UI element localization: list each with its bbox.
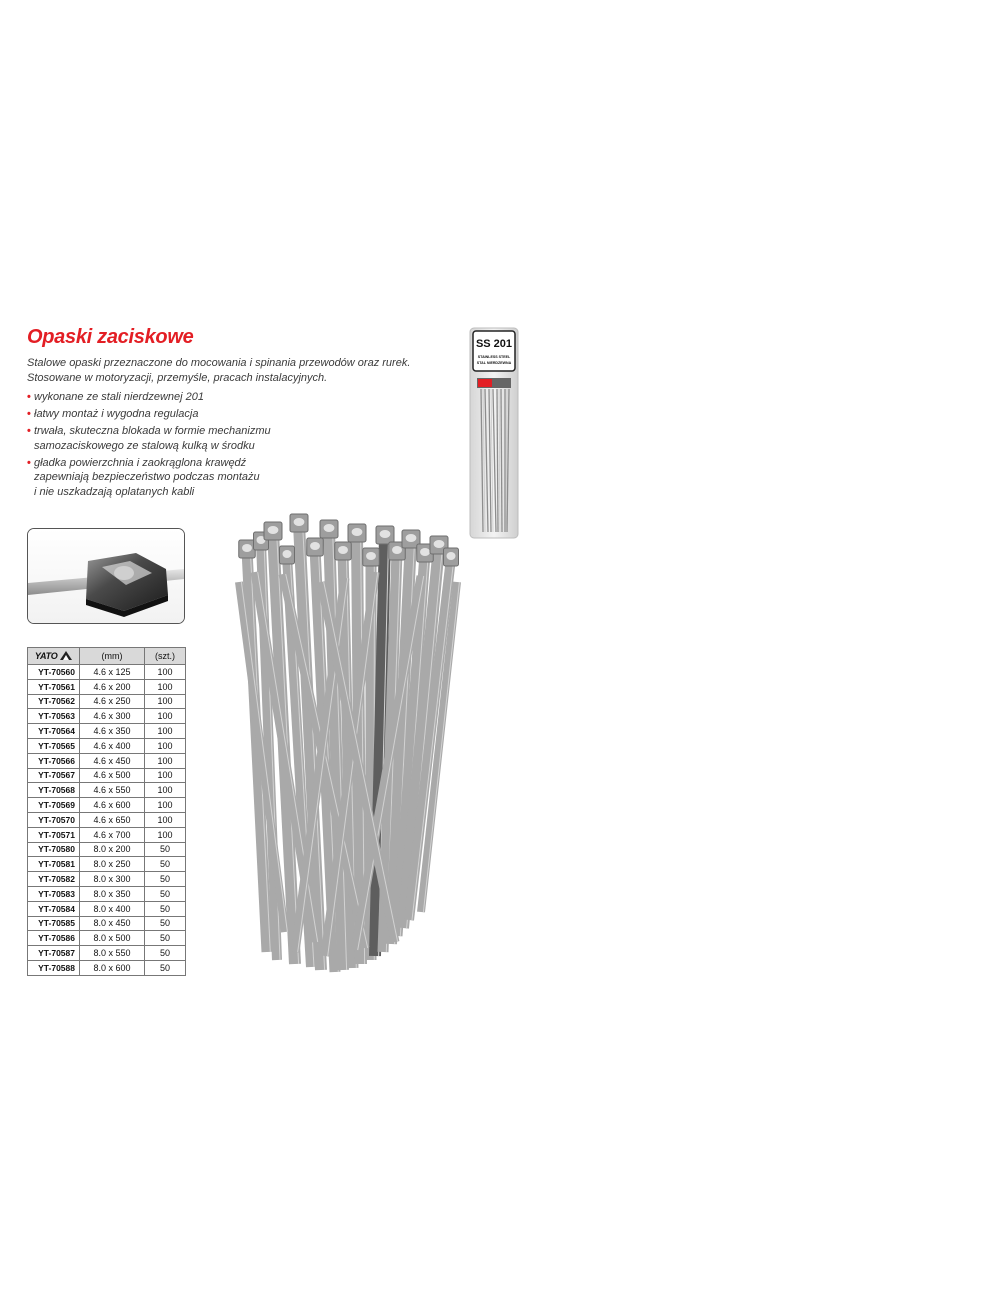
tie-lock-ball bbox=[242, 544, 252, 552]
quantity: 100 bbox=[145, 724, 186, 739]
brand-logo-icon bbox=[60, 651, 72, 660]
product-code: YT-70565 bbox=[28, 738, 80, 753]
tie-lock-ball bbox=[447, 552, 456, 560]
product-code: YT-70580 bbox=[28, 842, 80, 857]
table-row bbox=[28, 738, 186, 753]
quantity: 50 bbox=[145, 946, 186, 961]
product-code: YT-70570 bbox=[28, 812, 80, 827]
lock-detail-image bbox=[27, 528, 185, 624]
dimensions: 4.6 x 500 bbox=[80, 768, 145, 783]
quantity: 100 bbox=[145, 798, 186, 813]
cable-ties-image bbox=[225, 512, 470, 982]
quantity: 50 bbox=[145, 960, 186, 975]
table-row bbox=[28, 709, 186, 724]
table-row bbox=[28, 679, 186, 694]
dimensions: 4.6 x 700 bbox=[80, 827, 145, 842]
feature-text: gładka powierzchnia i zaokrąglona krawędź bbox=[34, 456, 247, 469]
quantity: 50 bbox=[145, 842, 186, 857]
dimensions: 4.6 x 600 bbox=[80, 798, 145, 813]
feature-text: i nie uszkadzają oplatanych kabli bbox=[34, 485, 195, 498]
quantity: 100 bbox=[145, 679, 186, 694]
table-row bbox=[28, 857, 186, 872]
badge-text: SS 201 bbox=[475, 338, 513, 350]
dimensions: 8.0 x 300 bbox=[80, 872, 145, 887]
table-row bbox=[28, 753, 186, 768]
dimensions: 4.6 x 300 bbox=[80, 709, 145, 724]
product-code: YT-70564 bbox=[28, 724, 80, 739]
quantity: 100 bbox=[145, 694, 186, 709]
bullet-icon: • bbox=[27, 408, 31, 420]
dimensions: 8.0 x 450 bbox=[80, 916, 145, 931]
table-row bbox=[28, 872, 186, 887]
product-code: YT-70587 bbox=[28, 946, 80, 961]
feature-list bbox=[27, 390, 447, 502]
dimensions: 8.0 x 200 bbox=[80, 842, 145, 857]
dimensions: 8.0 x 500 bbox=[80, 931, 145, 946]
product-code: YT-70569 bbox=[28, 798, 80, 813]
bullet-icon: • bbox=[27, 391, 31, 403]
product-code: YT-70583 bbox=[28, 886, 80, 901]
dimensions: 8.0 x 400 bbox=[80, 901, 145, 916]
product-code: YT-70562 bbox=[28, 694, 80, 709]
dimensions: 4.6 x 400 bbox=[80, 738, 145, 753]
table-row bbox=[28, 812, 186, 827]
tie-lock-ball bbox=[310, 542, 320, 550]
tie-lock-ball bbox=[352, 528, 363, 536]
tie-lock-ball bbox=[420, 548, 430, 556]
description-line: Stosowane w motoryzacji, przemyśle, pracach instalacyjnych. bbox=[27, 371, 328, 384]
dimensions: 8.0 x 550 bbox=[80, 946, 145, 961]
product-code: YT-70588 bbox=[28, 960, 80, 975]
table-row bbox=[28, 946, 186, 961]
table-row bbox=[28, 886, 186, 901]
product-code: YT-70563 bbox=[28, 709, 80, 724]
package-image bbox=[469, 327, 519, 539]
product-code: YT-70566 bbox=[28, 753, 80, 768]
table-header: (mm) bbox=[80, 648, 145, 665]
tie-lock-ball bbox=[380, 530, 391, 538]
description-line: Stalowe opaski przeznaczone do mocowania i spinania przewodów oraz rurek. bbox=[27, 357, 411, 369]
tie-lock-ball bbox=[324, 524, 335, 532]
tie-lock-ball bbox=[338, 546, 348, 554]
product-code: YT-70571 bbox=[28, 827, 80, 842]
table-row bbox=[28, 916, 186, 931]
table-row bbox=[28, 901, 186, 916]
quantity: 100 bbox=[145, 812, 186, 827]
quantity: 100 bbox=[145, 753, 186, 768]
product-code: YT-70561 bbox=[28, 679, 80, 694]
bullet-icon: • bbox=[27, 425, 31, 437]
dimensions: 4.6 x 250 bbox=[80, 694, 145, 709]
table-row bbox=[28, 783, 186, 798]
table-row bbox=[28, 960, 186, 975]
quantity: 50 bbox=[145, 886, 186, 901]
quantity: 50 bbox=[145, 872, 186, 887]
brand-text: YATO bbox=[34, 651, 58, 661]
tie-lock-ball bbox=[283, 550, 292, 558]
product-code: YT-70567 bbox=[28, 768, 80, 783]
dimensions: 8.0 x 600 bbox=[80, 960, 145, 975]
tie-lock-ball bbox=[294, 518, 305, 526]
tie-lock-ball bbox=[406, 534, 417, 542]
product-code: YT-70581 bbox=[28, 857, 80, 872]
feature-text: wykonane ze stali nierdzewnej 201 bbox=[34, 391, 204, 403]
dimensions: 4.6 x 350 bbox=[80, 724, 145, 739]
dimensions: 8.0 x 350 bbox=[80, 886, 145, 901]
feature-item bbox=[27, 390, 447, 405]
quantity: 100 bbox=[145, 738, 186, 753]
product-code: YT-70582 bbox=[28, 872, 80, 887]
feature-item bbox=[27, 424, 447, 453]
dimensions: 4.6 x 650 bbox=[80, 812, 145, 827]
table-header: (szt.) bbox=[145, 648, 186, 665]
product-code: YT-70568 bbox=[28, 783, 80, 798]
table-row bbox=[28, 827, 186, 842]
tie-lock-ball bbox=[268, 526, 279, 534]
feature-text: zapewniają bezpieczeństwo podczas montażu bbox=[34, 471, 260, 483]
product-code: YT-70585 bbox=[28, 916, 80, 931]
tie-lock-ball bbox=[366, 552, 376, 560]
feature-item bbox=[27, 456, 447, 500]
spec-table bbox=[27, 647, 186, 976]
brand-logo bbox=[28, 648, 80, 665]
svg-text:STAINLESS STEEL: STAINLESS STEEL bbox=[477, 355, 511, 359]
product-description bbox=[27, 356, 447, 385]
table-row bbox=[28, 724, 186, 739]
table-row bbox=[28, 768, 186, 783]
svg-text:STAL NIERDZEWNA: STAL NIERDZEWNA bbox=[476, 361, 512, 365]
feature-text: łatwy montaż i wygodna regulacja bbox=[34, 408, 199, 420]
table-row bbox=[28, 665, 186, 680]
dimensions: 4.6 x 450 bbox=[80, 753, 145, 768]
table-row bbox=[28, 798, 186, 813]
table-row bbox=[28, 694, 186, 709]
feature-text: samozaciskowego ze stalową kulką w środku bbox=[34, 439, 255, 452]
tie-lock-ball bbox=[434, 540, 445, 548]
table-row bbox=[28, 842, 186, 857]
quantity: 100 bbox=[145, 665, 186, 680]
quantity: 50 bbox=[145, 916, 186, 931]
quantity: 50 bbox=[145, 857, 186, 872]
dimensions: 4.6 x 200 bbox=[80, 679, 145, 694]
dimensions: 4.6 x 125 bbox=[80, 665, 145, 680]
tie-lock-ball bbox=[392, 546, 402, 554]
feature-item bbox=[27, 407, 447, 422]
quantity: 100 bbox=[145, 709, 186, 724]
dimensions: 4.6 x 550 bbox=[80, 783, 145, 798]
quantity: 100 bbox=[145, 827, 186, 842]
quantity: 100 bbox=[145, 768, 186, 783]
table-header-row bbox=[28, 648, 186, 665]
product-code: YT-70560 bbox=[28, 665, 80, 680]
table-row bbox=[28, 931, 186, 946]
product-code: YT-70586 bbox=[28, 931, 80, 946]
dimensions: 8.0 x 250 bbox=[80, 857, 145, 872]
quantity: 50 bbox=[145, 931, 186, 946]
quantity: 100 bbox=[145, 783, 186, 798]
quantity: 50 bbox=[145, 901, 186, 916]
product-title: Opaski zaciskowe bbox=[27, 326, 194, 348]
bullet-icon: • bbox=[27, 456, 31, 469]
product-code: YT-70584 bbox=[28, 901, 80, 916]
feature-text: trwała, skuteczna blokada w formie mechanizmu bbox=[34, 425, 271, 437]
